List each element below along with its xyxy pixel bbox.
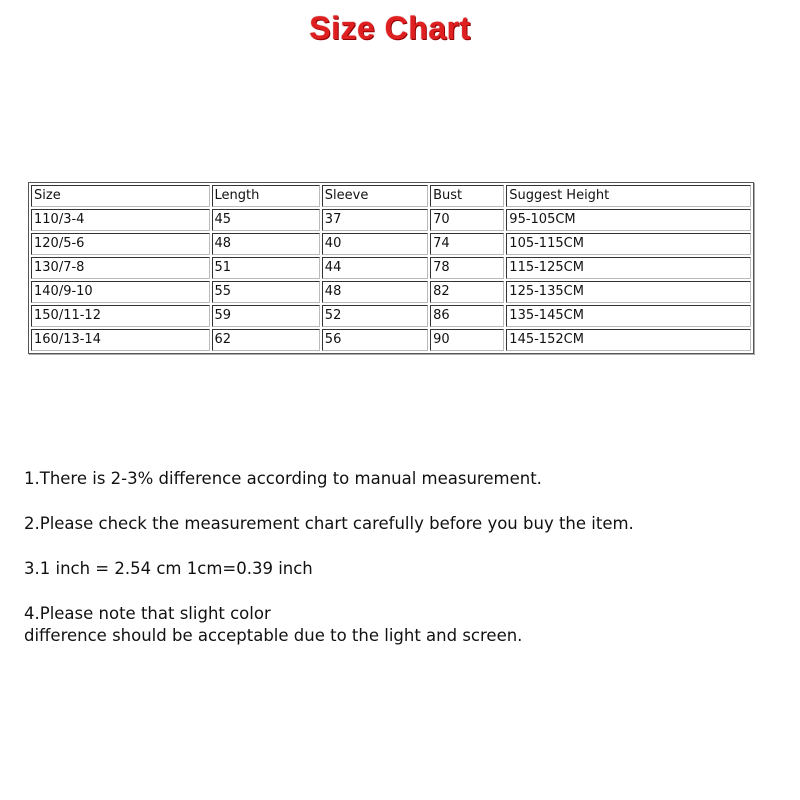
table-cell: 52 bbox=[322, 305, 428, 327]
table-cell: 110/3-4 bbox=[31, 209, 210, 231]
note-color-difference-line2: difference should be acceptable due to the light and screen. bbox=[24, 626, 523, 645]
page-title: Size Chart bbox=[309, 10, 471, 46]
table-cell: 120/5-6 bbox=[31, 233, 210, 255]
table-cell: 82 bbox=[430, 281, 504, 303]
table-cell: 48 bbox=[212, 233, 320, 255]
table-cell: 55 bbox=[212, 281, 320, 303]
table-row bbox=[31, 257, 751, 279]
table-cell: 56 bbox=[322, 329, 428, 351]
size-chart-table-frame bbox=[28, 182, 754, 354]
table-row bbox=[31, 329, 751, 351]
table-cell: 59 bbox=[212, 305, 320, 327]
note-measurement-difference: 1.There is 2-3% difference according to manual measurement. bbox=[24, 469, 542, 488]
table-header-row bbox=[31, 185, 751, 207]
table-row bbox=[31, 233, 751, 255]
table-row bbox=[31, 209, 751, 231]
table-cell: 140/9-10 bbox=[31, 281, 210, 303]
note-unit-conversion: 3.1 inch = 2.54 cm 1cm=0.39 inch bbox=[24, 559, 313, 578]
table-row bbox=[31, 305, 751, 327]
note-color-difference-line1: 4.Please note that slight color bbox=[24, 604, 271, 623]
table-cell: 37 bbox=[322, 209, 428, 231]
table-cell: 45 bbox=[212, 209, 320, 231]
table-cell: 105-115CM bbox=[506, 233, 751, 255]
table-header-cell: Suggest Height bbox=[506, 185, 751, 207]
table-header-cell: Bust bbox=[430, 185, 504, 207]
table-header-cell: Length bbox=[212, 185, 320, 207]
table-cell: 48 bbox=[322, 281, 428, 303]
notes-section bbox=[24, 468, 764, 670]
table-cell: 160/13-14 bbox=[31, 329, 210, 351]
table-cell: 51 bbox=[212, 257, 320, 279]
table-header-cell: Sleeve bbox=[322, 185, 428, 207]
note-color-difference bbox=[24, 603, 764, 647]
table-cell: 40 bbox=[322, 233, 428, 255]
table-cell: 95-105CM bbox=[506, 209, 751, 231]
table-cell: 130/7-8 bbox=[31, 257, 210, 279]
table-row bbox=[31, 281, 751, 303]
table-cell: 62 bbox=[212, 329, 320, 351]
table-cell: 86 bbox=[430, 305, 504, 327]
table-cell: 125-135CM bbox=[506, 281, 751, 303]
table-cell: 115-125CM bbox=[506, 257, 751, 279]
table-cell: 90 bbox=[430, 329, 504, 351]
note-check-chart: 2.Please check the measurement chart carefully before you buy the item. bbox=[24, 514, 634, 533]
table-cell: 70 bbox=[430, 209, 504, 231]
table-cell: 145-152CM bbox=[506, 329, 751, 351]
table-cell: 44 bbox=[322, 257, 428, 279]
table-header-cell: Size bbox=[31, 185, 210, 207]
table-cell: 150/11-12 bbox=[31, 305, 210, 327]
table-cell: 135-145CM bbox=[506, 305, 751, 327]
size-chart-table bbox=[29, 183, 753, 353]
table-cell: 78 bbox=[430, 257, 504, 279]
table-cell: 74 bbox=[430, 233, 504, 255]
